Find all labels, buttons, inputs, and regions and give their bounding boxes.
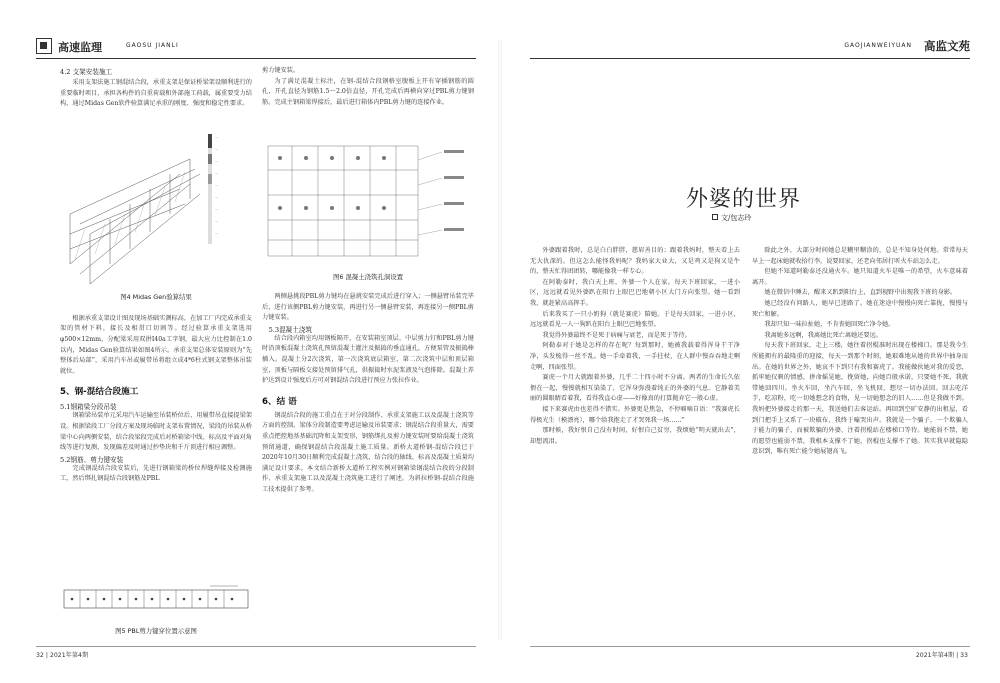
paragraph: 根据承重支架设计图及现场基础实测标高，在加工厂内完成承重支架的管材下料，接长及相贯口切割等。经过验算承重支架选用φ500×12mm，分配梁采用双拼I40a工字钢，最大应力比控制在1.0以内，Midas Gen验算结果如图4所示。承重支架总体安装原则为“先整体后局部”，采用汽车吊或履带吊将组立成4*6柱式钢支架整体吊装就位。: [60, 314, 252, 375]
figure-5: [60, 582, 252, 634]
midas-gen-result-figure: [60, 114, 252, 294]
paragraph: 为了满足混凝土标注，在钢-混结合段钢格室腹板上开有穿插钢筋的圆孔，开孔直径为钢筋1.5～2.0倍直径，开孔完成后再横向穿过PBL剪力键钢筋。完成主钢箱梁焊接后，最后进行箱体内PBL剪力键的连接作业。: [262, 77, 474, 106]
paragraph: 我却只知一味拉扯她，不肯丧她回死亡净今她。: [764, 321, 895, 329]
paragraph: 她在微信中睡去，醒来又趴到阳台上，直到视野中出现我下班的身影。: [764, 289, 957, 297]
figure-4: [60, 114, 252, 304]
svg-text:—: —: [215, 182, 218, 187]
svg-text:—: —: [215, 218, 218, 223]
paragraph: 接下来赛虎由也差得不错实。外婆更是焦急，不停嘀嘀自语：“我赛虎长得极光生（模漂亮），哪个给我抱走了才哭死我一场……”: [530, 405, 740, 424]
right-header-sub: GAOJIANWEIYUAN: [844, 42, 912, 49]
paragraph: 钢混结合段的施工重点在于对分段制作、承重支架施工以及混凝土浇筑等方面的控制。梁体分段制造要考虑运输及吊装要求；钢混结合段重量大，需要重点把控地基基础沉降和支架变形，钢筋绑扎及剪力键安装时要给混凝土浇筑预留通道，确保钢混结合段混凝土施工质量。新桥大道桥钢-混结合段已于2020年10月30日顺利完成混凝土浇筑，结合段的轴线、标高及混凝土质量均满足设计要求。本文结合新桥大道桥工程实例对钢箱梁钢混结合段的分段制作、承重支架施工以及混凝土浇筑施工进行了阐述，为斜拉桥钢-混结合段施工技术提供了参考。: [262, 411, 474, 493]
paragraph: 但她不知道阿勒泰还没通火车。她只知道火车是唯一的希望，火车意味着离开。: [752, 268, 968, 286]
figure-6-caption: 图6 混凝土浇筑孔洞设置: [332, 273, 403, 281]
paragraph: 两侧悬挑段PBL剪力键均在悬挑安装完成后进行穿入；一侧悬臂吊装完毕后，进行该侧PBL剪力键安装，再进行另一侧悬臂安装，再连接另一侧PBL剪力键安装。: [262, 293, 474, 322]
svg-text:—: —: [215, 206, 218, 211]
svg-text:—: —: [215, 158, 218, 163]
paragraph: 后来我买了一只小奶狗（就是赛虎）陪她。于是每天回家，一进小区，远远就看见一人一狗趴在阳台上眼巴巴地张望。: [530, 310, 740, 329]
paragraph: 每天我下班回家，走上三楼，她往着拐棍准时出现在楼梯口。那是我今生所能拥有的最隆重的迎接，每天一到那个时刻，她艰难地从她的世界中抽身而出。在她的世界之外，她哀不下到只有我和赛虎了。我能做伙她对我的爱恋，抓牢她仅剩的情感，拼命摇晃她，挽留她，向她百般承诺，只要她不死，我就带她回四川。坐火车回，坐汽车回，坐飞机回，想尽一切办法回。回去吃洋芋，吃凉粉，吃一切她想念的食物，见一切她想念的旧人……但是我做不到。我妈把外婆接走的那一天，我送她们去客运站。再回到空旷安静的出租屋，看到门把手上又系了一块破布，我终于嚎哭出声。我就是一个骗子，一个欺骗人于能力的骗子，而被欺骗的外婆，注着拐棍站在楼梯口等待。她能弱不禁，她的愿望也能弱不禁，我根本支撑不了她，拐棍也支撑不了她。其实我早就隐隐意识到，唯有死亡能令她展翅高飞。: [752, 342, 968, 456]
paragraph: 采用支架法施工钢混结合段，承重支架是保证桥梁架设顺利进行的重要临时项目，承担各构件的自重荷载和外部施工荷载，属重要受力结构，通过Midas Gen软件验算满足承重的刚度、强度和稳定性要求。: [60, 79, 252, 108]
paragraph: 她已经没有问路人，她早已迷路了。她在迷途中慢慢向死亡靠拢，慢慢与死亡和解。: [752, 299, 968, 318]
right-footer: 2021年第4期 | 33: [915, 652, 968, 659]
figure-4-caption: 图4 Midas Gen验算结果: [120, 292, 192, 301]
section-5-3-heading: 5.3混凝土浇筑: [268, 325, 313, 334]
left-col-2-lower: [262, 292, 474, 496]
svg-text:—: —: [215, 146, 218, 151]
section-5-2-heading: 5.2钢筋、剪力键安装: [60, 455, 124, 464]
svg-text:—: —: [215, 230, 218, 235]
left-header-sub: GAOSU JIANLI: [126, 42, 179, 49]
section-4-2-heading: 4.2 支架安装施工: [60, 68, 113, 76]
paragraph: 阿勒泰对于她是怎样的存在呢？每到那时，她被我载着得浑身干干净净，头发梳得一丝不乱。她一手牵着我，一手拄杖，在人群中慢吞吞地走啊走啊，四面张望。: [530, 342, 740, 371]
paragraph: 除此之外，大部分时间她总是糊里糊涂的，总是不知身处何地。常常每天早上一起床她就收拾行李，说要回家，还老向邻居打听火车站怎么走。: [752, 247, 968, 265]
svg-text:—: —: [215, 170, 218, 175]
section-6-heading: 6、结 语: [262, 396, 297, 407]
left-header-title: 高速监理: [58, 41, 102, 54]
figure-6: [262, 140, 474, 280]
result-legend: [208, 134, 218, 244]
author-box-icon: [712, 214, 718, 220]
right-col-1: [530, 246, 740, 447]
left-col-2: [262, 66, 474, 108]
article-author: [712, 213, 751, 223]
author-name: 文/包志玲: [721, 214, 752, 222]
page-gutter: [498, 40, 502, 640]
paragraph: 外婆跟着我时，总是白白胖胖，慈眉善目的；跟着我妈时，整天看上去无大仇深的。但这怎么能怪我妈呢？我妈家大业大，又是鸡又是狗又是牛的，整天忙得团团转，哪能像我一样专心。: [530, 247, 740, 276]
right-col-2: [752, 246, 968, 458]
right-header: [530, 36, 970, 56]
paragraph: 剪力键安装。: [262, 67, 300, 74]
paragraph: 我离她多远啊，我离她比死亡离她还要远。: [764, 331, 882, 339]
left-header: [36, 36, 476, 56]
paragraph: 我觉得外婆最终不是死于病痛与衰老，而是死于等待。: [542, 331, 691, 339]
magazine-logo-icon: [36, 38, 52, 54]
right-header-rule: [530, 58, 970, 59]
right-header-title: 高监文苑: [924, 39, 970, 53]
paragraph: 钢箱梁吊装单元采用汽车运输至吊装桥位后，用履带吊直接提梁架设。根据梁段工厂分段方案及现场临时支架布置情况，梁段的吊装从桥梁中心向两侧安装，结合段梁段完成后对桥箱梁中线、标高及平面对角线等进行复测，发现偏差及时通过抄垫块和千斤顶进行相应调整。: [60, 412, 252, 452]
article-title: 外婆的世界: [686, 187, 802, 212]
paragraph: 完成钢混结合段安装后，先进行钢箱梁的桥位焊缝焊接及检测施工，然后绑扎钢混结合段钢筋及PBL: [60, 464, 252, 483]
paragraph: 赛虎一个月大就跟着外婆，几乎二十四小时不分离。两者的生命长久依偎在一起，慢慢就相互染染了，它浑身弥漫着纯正的外婆的气息。它静着美丽的圆眼睛看着我，看得我直心虚——好像真的打算抛弃它一般心虚。: [530, 374, 740, 403]
svg-text:—: —: [215, 194, 218, 199]
left-header-rule: [36, 58, 476, 59]
left-footer-rule: [36, 646, 476, 647]
paragraph: 那时候，我好恨自己没有时间，好恨自己贫穷，我烦她“明天就出去”，却想流泪。: [530, 427, 740, 445]
section-5-heading: 5、钢-混结合段施工: [60, 387, 139, 398]
svg-text:—: —: [215, 134, 218, 139]
paragraph: 结合段内箱室均用钢板隔开，在安装箱室顶层、中层剪力钉和PBL剪力键时沿顶板混凝土浇筑孔预留混凝土灌注及振捣的垂直通孔，方便泵管及振捣棒插入。混凝土分2次浇筑，第一次浇筑底层箱室，第二次浇筑中层和顶层箱室，顶板与隔板交接处预留排气孔，供振捣时水泥浆液及气泡排除。混凝土养护达到设计强度后方可对钢混结合段进行预应力张拉作业。: [262, 334, 474, 385]
paragraph: 在阿勒泰时，我白天上班，外婆一个人在家。每天下班回家，一进小区，远远就看见外婆趴在阳台上眼巴巴地朝小区大门方向张望。她一看到我，就赶紧高高挥手。: [530, 278, 740, 307]
figure-5-caption: 图5 PBL剪力键穿位置示意图: [115, 627, 197, 635]
right-footer-rule: [530, 646, 970, 647]
left-col-1: [60, 66, 252, 485]
left-footer: 32 | 2021年第4期: [36, 652, 89, 659]
section-5-1-heading: 5.1钢箱梁分段吊装: [60, 403, 117, 412]
pbl-shear-key-figure: [60, 582, 252, 618]
concrete-pour-holes-figure: [262, 140, 474, 266]
